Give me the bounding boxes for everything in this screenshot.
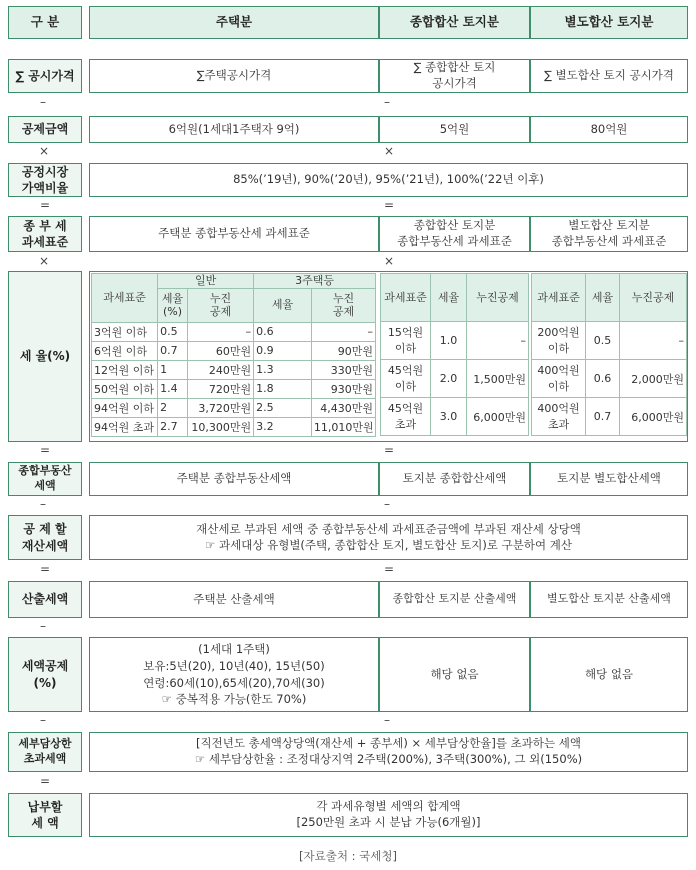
comp-land-tax	[379, 462, 530, 496]
label-credit-line1: 공 제 할	[23, 522, 67, 537]
label-excess-line2: 초과세액	[23, 752, 67, 765]
comp-tax-base-line2: 종합부동산세 과세표준	[397, 234, 512, 248]
table-row	[92, 379, 376, 398]
comp-calculated-tax	[379, 581, 530, 618]
housing-th-cum2-l1: 누진	[332, 291, 355, 305]
sep-base-l1: 200억원	[537, 326, 580, 340]
label-ratio-line2: 가액비율	[21, 181, 69, 195]
housing-calculated-tax	[89, 581, 379, 618]
table-row	[532, 398, 687, 436]
comp-base-l2: 이하	[394, 341, 417, 355]
sep-cell: –	[620, 322, 687, 360]
housing-cell: 3억원 이하	[92, 322, 158, 341]
label-official-price	[8, 59, 82, 93]
housing-credit-l1: (1세대 1주택)	[198, 642, 270, 657]
label-official-price-text: ∑ 공시가격	[15, 68, 75, 83]
equals-operator: =	[384, 443, 395, 457]
sep-cell: 2,000만원	[620, 360, 687, 398]
housing-cell: 0.7	[158, 341, 188, 360]
sep-land-tax-text: 토지분 별도합산세액	[557, 471, 661, 486]
housing-th-cum-l2: 공제	[209, 305, 232, 319]
minus-operator: –	[384, 713, 390, 727]
housing-th-cum-l1: 누진	[209, 291, 232, 305]
housing-cell: 1	[158, 360, 188, 379]
label-burden-cap-excess	[8, 732, 82, 772]
housing-tax-credit	[89, 637, 379, 712]
minus-operator: –	[40, 713, 46, 727]
label-payable-line2: 세 액	[31, 816, 59, 830]
label-tax-base-line1: 종 부 세	[23, 218, 67, 233]
housing-cell: 11,010만원	[311, 417, 375, 436]
housing-cell: 50억원 이하	[92, 379, 158, 398]
label-calculated-tax-text: 산출세액	[21, 592, 69, 607]
sep-land-tax	[530, 462, 688, 496]
comp-th-rate: 세율	[431, 274, 467, 322]
comp-base-l1: 45억원	[387, 364, 424, 378]
payable-tax-desc	[89, 793, 688, 837]
housing-cell: 720만원	[188, 379, 254, 398]
comp-base-l1: 15억원	[387, 326, 424, 340]
minus-operator: –	[40, 95, 46, 109]
comp-calc-tax-text: 종합합산 토지분 산출세액	[392, 592, 517, 606]
sep-base-l2: 이하	[547, 379, 570, 393]
housing-tax-base-text: 주택분 종합부동산세 과세표준	[158, 226, 310, 241]
housing-cell: 0.5	[158, 322, 188, 341]
burden-cap-excess-desc	[89, 732, 688, 772]
source-note: [자료출처 : 국세청]	[299, 849, 397, 863]
table-row	[381, 360, 529, 398]
housing-cell: 3.2	[254, 417, 312, 436]
housing-official-price	[89, 59, 379, 93]
sep-official-price-text: ∑ 별도합산 토지 공시가격	[544, 68, 674, 83]
housing-cell: 90만원	[311, 341, 375, 360]
comp-deduction	[379, 116, 530, 143]
comp-cell: 1,500만원	[467, 360, 529, 398]
comp-cell: 3.0	[431, 398, 467, 436]
equals-operator: =	[384, 562, 395, 576]
minus-operator: –	[40, 497, 46, 511]
sep-cell: 0.6	[586, 360, 620, 398]
label-tax-rate-text: 세 율(%)	[19, 349, 71, 364]
equals-operator: =	[40, 774, 51, 788]
sep-tax-base-line1: 별도합산 토지분	[568, 218, 650, 233]
comp-tax-credit	[379, 637, 530, 712]
sep-th-base: 과세표준	[532, 274, 586, 322]
housing-th-base: 과세표준	[92, 274, 158, 323]
comp-th-cum: 누진공제	[467, 274, 529, 322]
housing-tax-base	[89, 216, 379, 252]
housing-official-price-text: ∑주택공시가격	[196, 68, 272, 83]
comp-tax-base-line1: 종합합산 토지분	[413, 218, 496, 233]
comp-cell: 1.0	[431, 322, 467, 360]
label-credit-line2: 재산세액	[21, 538, 69, 553]
minus-operator: –	[384, 95, 390, 109]
header-comprehensive-text: 종합합산 토지분	[410, 14, 499, 30]
sep-base-l2: 초과	[547, 417, 570, 431]
table-row	[92, 360, 376, 379]
housing-cell: 240만원	[188, 360, 254, 379]
equals-operator: =	[40, 198, 51, 212]
table-row	[92, 341, 376, 360]
housing-cell: 2	[158, 398, 188, 417]
housing-cell: 10,300만원	[188, 417, 254, 436]
excess-desc-line1: [직전년도 총세액상당액(재산세 + 종부세) × 세부담상한율]를 초과하는 세액	[196, 736, 581, 751]
sep-cell	[532, 322, 586, 360]
housing-credit-l4: ☞ 중복적용 가능(한도 70%)	[161, 692, 307, 707]
housing-cell: 0.6	[254, 322, 312, 341]
label-property-tax-credit	[8, 515, 82, 560]
housing-th-rate	[158, 288, 188, 322]
payable-desc-line2: [250만원 초과 시 분납 가능(6개월)]	[296, 815, 481, 829]
housing-th-rate-l1: 세율	[161, 291, 184, 305]
housing-th-general: 일반	[158, 274, 254, 289]
label-tax-base-line2: 과세표준	[21, 235, 69, 249]
sep-tax-credit	[530, 637, 688, 712]
sep-tax-credit-text: 해당 없음	[584, 666, 634, 681]
label-tax-base	[8, 216, 82, 252]
table-row	[92, 322, 376, 341]
minus-operator: –	[40, 619, 46, 633]
header-separate-land	[530, 6, 688, 39]
comp-deduction-text: 5억원	[439, 121, 470, 136]
label-calculated-tax	[8, 581, 82, 618]
sep-cell	[532, 398, 586, 436]
label-tax-credit	[8, 637, 82, 712]
housing-calc-tax-text: 주택분 산출세액	[193, 591, 275, 606]
housing-cell: 330만원	[311, 360, 375, 379]
label-deduction-text: 공제금액	[21, 122, 69, 137]
housing-deduction-text: 6억원(1세대1주택자 9억)	[168, 121, 300, 136]
table-row	[92, 398, 376, 417]
table-row	[532, 322, 687, 360]
housing-cell: 1.3	[254, 360, 312, 379]
housing-cell: 1.8	[254, 379, 312, 398]
table-row	[381, 398, 529, 436]
housing-th-rate-l2: (%)	[163, 305, 183, 319]
housing-th-cum	[188, 288, 254, 322]
housing-cell: 60만원	[188, 341, 254, 360]
comp-cell: –	[467, 322, 529, 360]
comp-land-tax-text: 토지분 종합합산세액	[402, 471, 507, 486]
housing-cell: 12억원 이하	[92, 360, 158, 379]
excess-desc-line2: ☞ 세부담상한율 : 조정대상지역 2주택(200%), 3주택(300%), 그 외(150%)	[194, 752, 583, 766]
housing-comp-tax-text: 주택분 종합부동산세액	[176, 471, 292, 486]
property-tax-credit-desc	[89, 515, 688, 560]
comp-cell	[381, 398, 431, 436]
housing-th-multi: 3주택등	[254, 274, 376, 289]
comp-official-price-line1: ∑ 종합합산 토지	[413, 60, 496, 75]
comp-rate-table	[380, 273, 529, 436]
housing-cell: –	[188, 322, 254, 341]
times-operator: ×	[39, 254, 50, 268]
sep-cell: 6,000만원	[620, 398, 687, 436]
housing-cell: 1.4	[158, 379, 188, 398]
header-separate-text: 별도합산 토지분	[564, 14, 654, 30]
housing-rate-table	[91, 273, 376, 437]
sep-cell: 0.7	[586, 398, 620, 436]
sep-th-rate: 세율	[586, 274, 620, 322]
comp-th-base: 과세표준	[381, 274, 431, 322]
header-housing	[89, 6, 379, 39]
label-comp-tax-line1: 종합부동산	[18, 464, 72, 478]
comp-cell: 6,000만원	[467, 398, 529, 436]
housing-cell: –	[311, 322, 375, 341]
label-ratio-line1: 공정시장	[21, 164, 69, 179]
housing-credit-l3: 연령:60세(10),65세(20),70세(30)	[143, 675, 325, 690]
label-payable-tax	[8, 793, 82, 837]
equals-operator: =	[40, 443, 51, 457]
equals-operator: =	[384, 198, 395, 212]
label-deduction	[8, 116, 82, 143]
times-operator: ×	[384, 144, 395, 158]
label-comprehensive-tax	[8, 462, 82, 496]
housing-deduction	[89, 116, 379, 143]
header-comprehensive-land	[379, 6, 530, 39]
label-fair-market-ratio	[8, 163, 82, 197]
housing-cell: 4,430만원	[311, 398, 375, 417]
sep-cell: 0.5	[586, 322, 620, 360]
sep-tax-base	[530, 216, 688, 252]
housing-th-cum2	[311, 288, 375, 322]
comp-official-price-line2: 공시가격	[432, 76, 477, 90]
sep-deduction	[530, 116, 688, 143]
table-row	[92, 417, 376, 436]
credit-desc-line1: 재산세로 부과된 세액 중 종합부동산세 과세표준금액에 부과된 재산세 상당액	[196, 521, 581, 536]
fair-market-ratio-value	[89, 163, 688, 197]
comp-cell	[381, 360, 431, 398]
sep-base-l1: 400억원	[537, 402, 580, 416]
sep-base-l2: 이하	[547, 341, 570, 355]
sep-official-price	[530, 59, 688, 93]
credit-desc-line2: ☞ 과세대상 유형별(주택, 종합합산 토지, 별도합산 토지)로 구분하여 계산	[205, 537, 572, 552]
sep-calculated-tax	[530, 581, 688, 618]
payable-desc-line1: 각 과세유형별 세액의 합계액	[316, 799, 461, 814]
fair-market-ratio-text: 85%(’19년), 90%(’20년), 95%(’21년), 100%(’22년 이후)	[233, 172, 544, 187]
minus-operator: –	[384, 497, 390, 511]
comp-cell: 2.0	[431, 360, 467, 398]
table-row	[381, 322, 529, 360]
label-comp-tax-line2: 세액	[34, 479, 56, 492]
label-payable-line1: 납부할	[27, 799, 63, 814]
housing-cell: 3,720만원	[188, 398, 254, 417]
label-tax-rate	[8, 271, 82, 442]
comp-tax-base	[379, 216, 530, 252]
comp-base-l2: 초과	[394, 417, 417, 431]
sep-rate-table	[531, 273, 687, 436]
sep-tax-base-line2: 종합부동산세 과세표준	[551, 234, 667, 248]
comp-official-price	[379, 59, 530, 93]
housing-cell: 2.5	[254, 398, 312, 417]
sep-base-l1: 400억원	[537, 364, 580, 378]
housing-credit-l2: 보유:5년(20), 10년(40), 15년(50)	[143, 658, 325, 673]
label-excess-line1: 세부담상한	[18, 737, 72, 751]
housing-cell: 94억원 초과	[92, 417, 158, 436]
comp-cell	[381, 322, 431, 360]
comp-base-l2: 이하	[394, 379, 417, 393]
sep-deduction-text: 80억원	[590, 121, 628, 136]
times-operator: ×	[384, 254, 395, 268]
header-housing-text: 주택분	[215, 14, 253, 30]
header-category-text: 구 분	[30, 14, 60, 30]
housing-cell: 2.7	[158, 417, 188, 436]
header-category	[8, 6, 82, 39]
comp-base-l1: 45억원	[387, 402, 424, 416]
times-operator: ×	[39, 144, 50, 158]
housing-cell: 94억원 이하	[92, 398, 158, 417]
table-row	[532, 360, 687, 398]
housing-cell: 6억원 이하	[92, 341, 158, 360]
sep-th-cum: 누진공제	[620, 274, 687, 322]
housing-comprehensive-tax	[89, 462, 379, 496]
housing-cell: 0.9	[254, 341, 312, 360]
label-tax-credit-line1: 세액공제	[21, 659, 69, 674]
sep-cell	[532, 360, 586, 398]
housing-cell: 930만원	[311, 379, 375, 398]
comp-tax-credit-text: 해당 없음	[430, 666, 479, 681]
equals-operator: =	[40, 562, 51, 576]
housing-th-cum2-l2: 공제	[332, 305, 355, 319]
label-tax-credit-line2: (%)	[33, 675, 57, 690]
housing-th-rate2: 세율	[254, 288, 312, 322]
sep-calc-tax-text: 별도합산 토지분 산출세액	[547, 592, 671, 606]
